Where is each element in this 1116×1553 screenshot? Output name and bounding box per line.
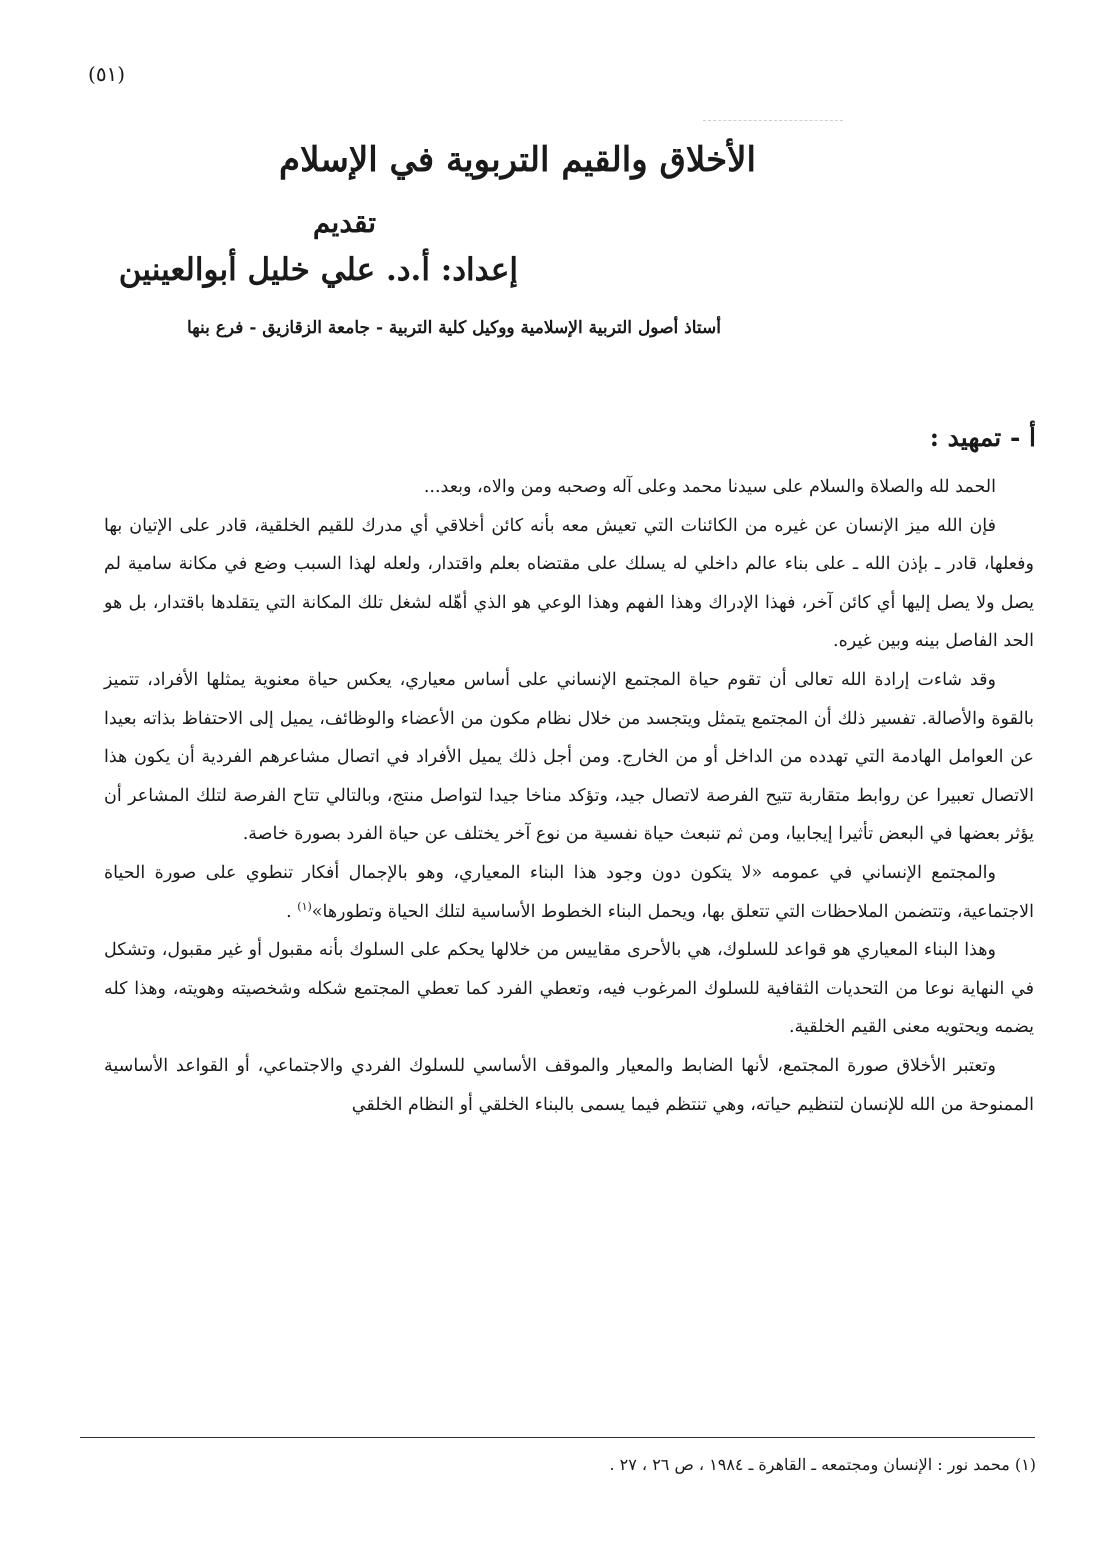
section-heading: أ - تمهيد : [929,423,1036,452]
paragraph-4 [104,854,1034,931]
scan-artifact-line [703,120,843,121]
author-line: إعداد: أ.د. علي خليل أبوالعينين [118,252,518,288]
paragraph-4-text: والمجتمع الإنساني في عمومه «لا يتكون دون وجود هذا البناء المعياري، وهو بالإجمال أفكار تنطوي على صورة الحياة الاجتماعية، وتتضمن الملاحظات التي تتعلق بها، ويحمل البناء الخطوط الأساسية لتلك الحياة وتطورها» [104,862,1034,922]
author-affiliation: أستاذ أصول التربية الإسلامية ووكيل كلية التربية - جامعة الزقازيق - فرع بنها [186,318,721,338]
footnote: (١) محمد نور : الإنسان ومجتمعه ـ القاهرة ـ ١٩٨٤ ، ص ٢٦ ، ٢٧ . [609,1455,1036,1474]
article-subtitle: تقديم [312,206,376,239]
paragraph-1: الحمد لله والصلاة والسلام على سيدنا محمد وعلى آله وصحبه ومن والاه، وبعد... [423,477,996,497]
paragraph-5: وهذا البناء المعياري هو قواعد للسلوك، هي بالأحرى مقاييس من خلالها يحكم على السلوك بأنه مقبول أو غير مقبول، وتشكل في النهاية نوعا من التحديات الثقافية للسلوك المرغوب فيه، وتعطي الفرد كما تعطي المجتمع شكله وشخصيته وهويته، وهذا كله يضمه ويحتويه معنى القيم الخلقية. [104,940,1034,1038]
paragraph-2: فإن الله ميز الإنسان عن غيره من الكائنات التي تعيش معه بأنه كائن أخلاقي أي مدرك للقيم الخلقية، قادر على الإتيان بها وفعلها، قادر ـ بإذن الله ـ على بناء عالم داخلي له يسلك على مقتضاه بعلم واقتدار، ولعله لهذا السبب وضع في مكانة سامية لم يصل ولا يصل إليها أي كائن آخر، فهذا الإدراك وهذا الفهم وهذا الوعي هو الذي أهّله لشغل تلك المكانة التي يتقلدها باقتدار، بل هو الحد الفاصل بينه وبين غيره. [104,515,1034,652]
page-number: (٥١) [88,62,126,86]
paragraph-6: وتعتبر الأخلاق صورة المجتمع، لأنها الضابط والمعيار والموقف الأساسي للسلوك الفردي والاجتماعي، أو القواعد الأساسية الممنوحة من الله للإنسان لتنظيم حياته، وهي تنتظم فيما يسمى بالبناء الخلقي أو النظام الخلقي [104,1055,1034,1115]
body-text [104,468,1034,1124]
paragraph-3: وقد شاءت إرادة الله تعالى أن تقوم حياة المجتمع الإنساني على أساس معياري، يعكس حياة معنوية يمثلها الأفراد، تتميز بالقوة والأصالة. تفسير ذلك أن المجتمع يتمثل ويتجسد من خلال نظام مكون من الأعضاء والوظائف، يميل إلى الاحتفاظ بذاته بعيدا عن العوامل الهادمة التي تهدده من الداخل أو من الخارج. ومن أجل ذلك يميل الأفراد في اتصال مشاعرهم الفردية أن يكون هذا الاتصال تعبيرا عن روابط متقاربة تتيح الفرصة لاتصال جيد، وتؤكد مناخا جيدا لتواصل منتج، وبالتالي تتاح الفرصة لتلك المشاعر أن يؤثر بعضها في البعض تأثيرا إيجابيا، ومن ثم تنبعث حياة نفسية من نوع آخر يختلف عن حياة الفرد بصورة خاصة. [104,669,1034,845]
footnote-divider [80,1437,1035,1438]
paragraph-4-end: . [286,901,298,922]
footnote-marker[interactable]: (١) [297,899,312,913]
article-title: الأخلاق والقيم التربوية في الإسلام [279,140,756,180]
